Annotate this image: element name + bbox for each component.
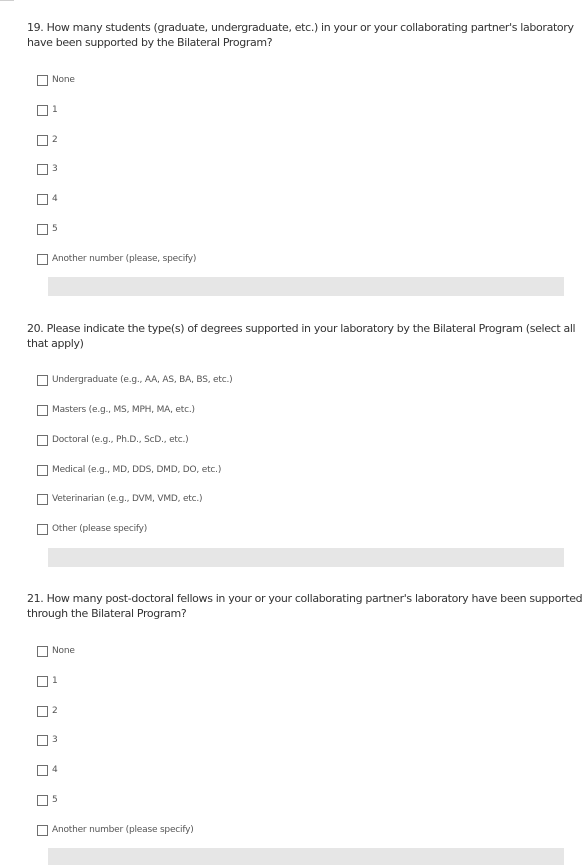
q20-option-medical[interactable] [37, 463, 221, 477]
checkbox[interactable] [37, 135, 48, 146]
q21-option-1[interactable] [37, 674, 58, 688]
option-label: 2 [52, 706, 58, 716]
option-label: 1 [52, 676, 58, 686]
option-label: Undergraduate (e.g., AA, AS, BA, BS, etc.) [52, 375, 233, 385]
question-21-title: 21. How many post-doctoral fellows in your or your collaborating partner's laboratory have been supported through the Bilateral Program? [27, 592, 583, 620]
option-label: Masters (e.g., MS, MPH, MA, etc.) [52, 405, 195, 415]
option-label: Veterinarian (e.g., DVM, VMD, etc.) [52, 494, 203, 504]
question-19-title: 19. How many students (graduate, undergraduate, etc.) in your or your collaborating partner's laboratory have been supported by the Bilateral Program? [27, 21, 574, 49]
option-label: Medical (e.g., MD, DDS, DMD, DO, etc.) [52, 465, 222, 475]
checkbox[interactable] [37, 825, 48, 836]
checkbox[interactable] [37, 795, 48, 806]
option-label: 3 [52, 164, 58, 174]
option-label: Another number (please, specify) [52, 254, 197, 264]
q21-option-2[interactable] [37, 704, 58, 718]
question-20-title: 20. Please indicate the type(s) of degrees supported in your laboratory by the Bilateral Program (select all that apply) [27, 322, 576, 350]
checkbox[interactable] [37, 435, 48, 446]
q19-option-2[interactable] [37, 133, 58, 147]
q19-option-1[interactable] [37, 103, 58, 117]
checkbox[interactable] [37, 224, 48, 235]
q21-option-3[interactable] [37, 733, 58, 747]
q21-option-4[interactable] [37, 763, 58, 777]
option-label: 5 [52, 224, 58, 234]
option-label: Other (please specify) [52, 524, 148, 534]
checkbox[interactable] [37, 105, 48, 116]
q19-option-5[interactable] [37, 222, 58, 236]
checkbox[interactable] [37, 735, 48, 746]
option-label: None [52, 646, 75, 656]
q20-option-other[interactable] [37, 522, 147, 536]
q19-option-3[interactable] [37, 162, 58, 176]
checkbox[interactable] [37, 646, 48, 657]
q19-option-another-number[interactable] [37, 252, 196, 266]
option-label: 5 [52, 795, 58, 805]
checkbox[interactable] [37, 164, 48, 175]
q19-option-4[interactable] [37, 192, 58, 206]
option-label: 1 [52, 105, 58, 115]
q19-option-none[interactable] [37, 73, 75, 87]
option-label: 2 [52, 135, 58, 145]
checkbox[interactable] [37, 194, 48, 205]
q21-specify-input[interactable] [48, 848, 564, 865]
q20-specify-input[interactable] [48, 548, 564, 567]
q20-option-doctoral[interactable] [37, 433, 188, 447]
q21-option-another-number[interactable] [37, 823, 194, 837]
checkbox[interactable] [37, 405, 48, 416]
checkbox[interactable] [37, 75, 48, 86]
q19-specify-input[interactable] [48, 277, 564, 296]
option-label: 3 [52, 735, 58, 745]
option-label: Doctoral (e.g., Ph.D., ScD., etc.) [52, 435, 189, 445]
q21-option-5[interactable] [37, 793, 58, 807]
option-label: 4 [52, 765, 58, 775]
checkbox[interactable] [37, 254, 48, 265]
option-label: 4 [52, 194, 58, 204]
checkbox[interactable] [37, 676, 48, 687]
checkbox[interactable] [37, 494, 48, 505]
checkbox[interactable] [37, 524, 48, 535]
checkbox[interactable] [37, 765, 48, 776]
checkbox[interactable] [37, 706, 48, 717]
option-label: Another number (please specify) [52, 825, 194, 835]
top-divider [0, 0, 14, 1]
q20-option-veterinarian[interactable] [37, 492, 202, 506]
q20-option-masters[interactable] [37, 403, 195, 417]
q21-option-none[interactable] [37, 644, 75, 658]
q20-option-undergraduate[interactable] [37, 373, 232, 387]
checkbox[interactable] [37, 465, 48, 476]
option-label: None [52, 75, 75, 85]
checkbox[interactable] [37, 375, 48, 386]
